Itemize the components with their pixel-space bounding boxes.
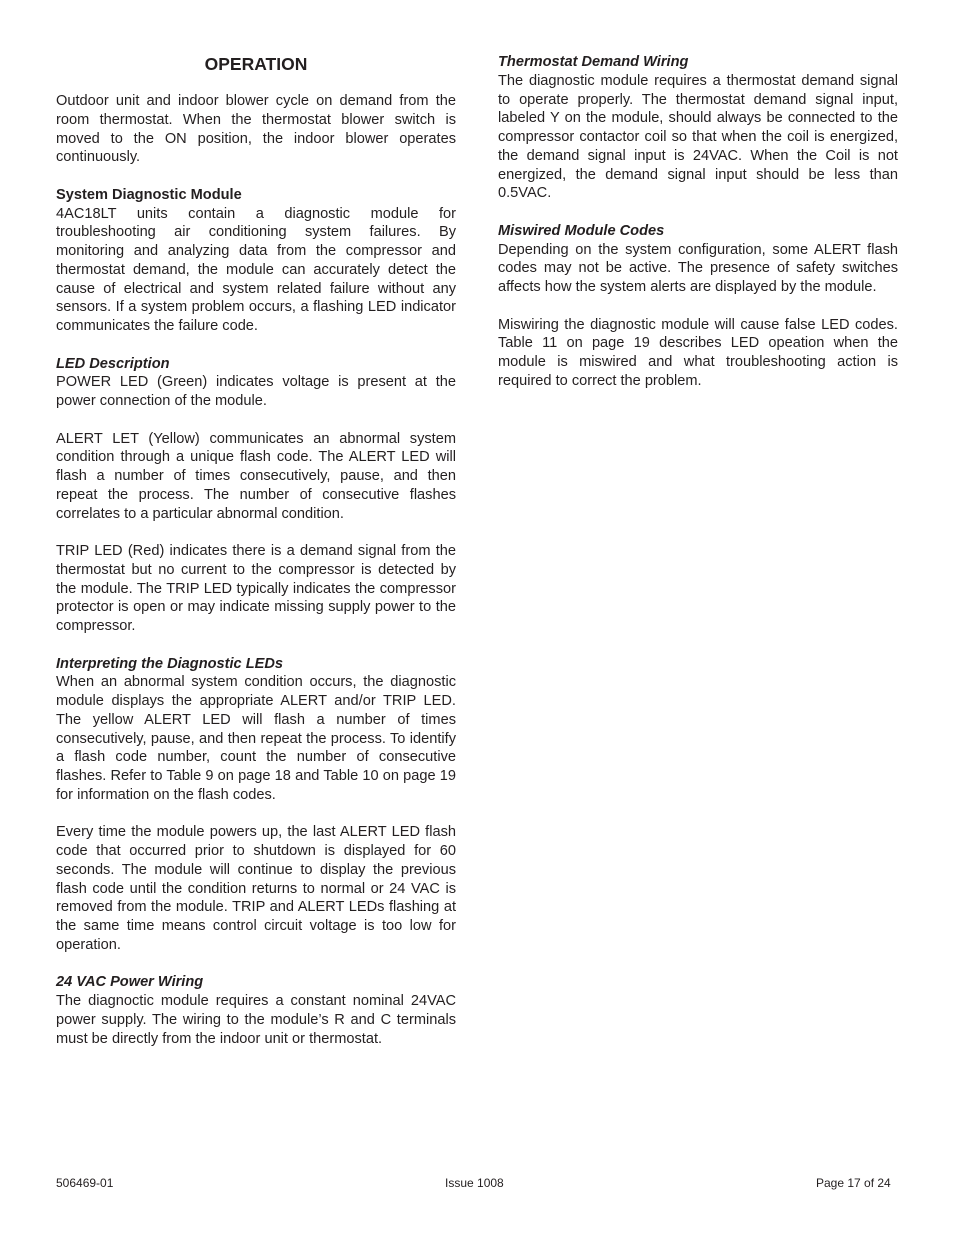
led-description-heading: LED Description (56, 355, 170, 372)
system-diagnostic-heading: System Diagnostic Module (56, 186, 242, 203)
alert-led-paragraph: ALERT LET (Yellow) communicates an abnormal system condition through a unique flash code. The ALERT LED will flash a number of times consecutively, pause, and then repeat the process. The number of consecutive flashes correlates to a particular abnormal condition. (56, 430, 456, 522)
vac-power-wiring-section (56, 973, 456, 1048)
right-column (498, 53, 898, 409)
thermostat-demand-paragraph: The diagnostic module requires a thermostat demand signal to operate properly. The thermostat demand signal input, labeled Y on the module, should always be connected to the compressor contactor coil so that when the coil is energized, the demand signal input is 24VAC. When the Coil is not energized, the demand signal input should be less than 0.5VAC. (498, 72, 898, 202)
power-led-paragraph: POWER LED (Green) indicates voltage is present at the power connection of the module. (56, 374, 456, 410)
system-diagnostic-paragraph: 4AC18LT units contain a diagnostic module for troubleshooting air conditioning system failures. By monitoring and analyzing data from the compressor and thermostat demand, the module can accurately detect the cause of electrical and system related failure without any sensors. If a system problem occurs, a flashing LED indicator communicates the failure code. (56, 205, 456, 335)
intro-paragraph: Outdoor unit and indoor blower cycle on demand from the room thermostat. When the thermostat blower switch is moved to the ON position, the indoor blower operates continuously. (56, 93, 456, 166)
footer-doc-number: 506469-01 (56, 1176, 114, 1190)
interpreting-leds-paragraph-2: Every time the module powers up, the last ALERT LED flash code that occurred prior to shutdown is displayed for 60 seconds. The module will continue to display the previous flash code until the condition returns to normal or 24 VAC is removed from the module. TRIP and ALERT LEDs flashing at the same time means control circuit voltage is too low for operation. (56, 824, 456, 953)
interpreting-leds-paragraph-1: When an abnormal system condition occurs, the diagnostic module displays the appropriate ALERT and/or TRIP LED. The yellow ALERT LED will flash a number of times consecutively, pause, and then repeat the process. To identify a flash code number, count the number of consecutive flashes. Refer to Table 9 on page 18 and Table 10 on page 19 for information on the flash codes. (56, 674, 456, 803)
miswired-codes-section (498, 222, 898, 391)
thermostat-demand-section (498, 53, 898, 203)
footer-page-number: Page 17 of 24 (816, 1176, 891, 1190)
thermostat-demand-heading: Thermostat Demand Wiring (498, 54, 689, 70)
led-description-section (56, 355, 456, 636)
miswired-codes-paragraph-1: Depending on the system configuration, some ALERT flash codes may not be active. The presence of safety switches affects how the system alerts are displayed by the module. (498, 241, 898, 296)
system-diagnostic-section (56, 186, 456, 336)
footer-issue: Issue 1008 (445, 1176, 504, 1190)
page-title: OPERATION (204, 54, 308, 74)
trip-led-paragraph: TRIP LED (Red) indicates there is a demand signal from the thermostat but no current to the compressor is detected by the module. The TRIP LED typically indicates the compressor protector is open or may indicate missing supply power to the compressor. (56, 543, 456, 635)
interpreting-leds-section (56, 655, 456, 955)
interpreting-leds-heading: Interpreting the Diagnostic LEDs (56, 655, 284, 672)
vac-power-wiring-paragraph: The diagnoctic module requires a constant nominal 24VAC power supply. The wiring to the module’s R and C terminals must be directly from the indoor unit or thermostat. (56, 993, 456, 1047)
vac-power-wiring-heading: 24 VAC Power Wiring (56, 974, 204, 991)
miswired-codes-paragraph-2: Miswiring the diagnostic module will cause false LED codes. Table 11 on page 19 describes LED opeation when the module is miswired and what troubleshooting action is required to correct the problem. (498, 316, 898, 389)
left-column (56, 53, 456, 1067)
miswired-codes-heading: Miswired Module Codes (498, 222, 665, 239)
